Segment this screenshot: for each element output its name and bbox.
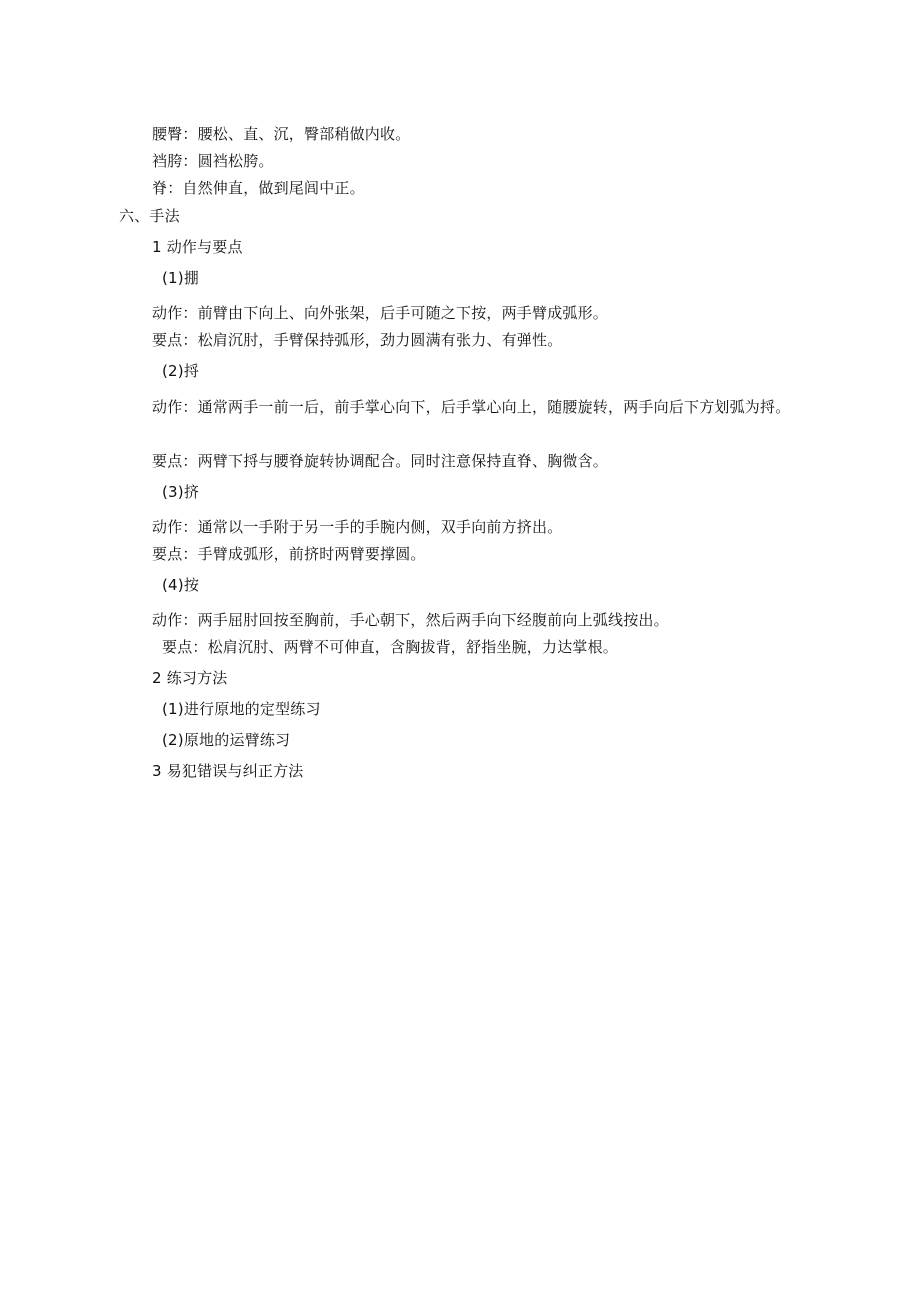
text-line-waist-hip: 腰臀：腰松、直、沉，臀部稍做内收。 [152,125,411,143]
text-line-ji-action: 动作：通常以一手附于另一手的手腕内侧，双手向前方挤出。 [152,518,563,536]
text-line-peng-points: 要点：松肩沉肘，手臂保持弧形，劲力圆满有张力、有弹性。 [152,331,563,349]
text-line-spine: 脊：自然伸直，做到尾闾中正。 [152,179,365,197]
subheading-common-errors: 3 易犯错误与纠正方法 [152,762,304,780]
subheading-actions-and-points: 1 动作与要点 [152,238,243,256]
list-item-practice-2: (2)原地的运臂练习 [162,731,291,749]
list-item-practice-1: (1)进行原地的定型练习 [162,700,321,718]
text-line-lv-points: 要点：两臂下捋与腰脊旋转协调配合。同时注意保持直脊、胸微含。 [152,452,609,470]
item-heading-ji: (3)挤 [162,483,200,501]
text-line-peng-action: 动作：前臂由下向上、向外张架，后手可随之下按，两手臂成弧形。 [152,304,609,322]
item-heading-peng: (1)掤 [162,269,200,287]
subheading-practice-methods: 2 练习方法 [152,669,228,687]
section-heading-hand-methods: 六、手法 [119,207,180,225]
text-line-crotch-hip: 裆胯：圆裆松胯。 [152,152,274,170]
text-line-an-points: 要点：松肩沉肘、两臂不可伸直，含胸拔背，舒指坐腕，力达掌根。 [162,638,619,656]
item-heading-an: (4)按 [162,576,200,594]
text-line-ji-points: 要点：手臂成弧形，前挤时两臂要撑圆。 [152,545,426,563]
paragraph-lv-action: 动作：通常两手一前一后，前手掌心向下，后手掌心向上，随腰旋转，两手向后下方划弧为捋。 [152,398,791,416]
text-line-an-action: 动作：两手屈肘回按至胸前，手心朝下，然后两手向下经腹前向上弧线按出。 [152,611,669,629]
item-heading-lv: (2)捋 [162,362,200,380]
